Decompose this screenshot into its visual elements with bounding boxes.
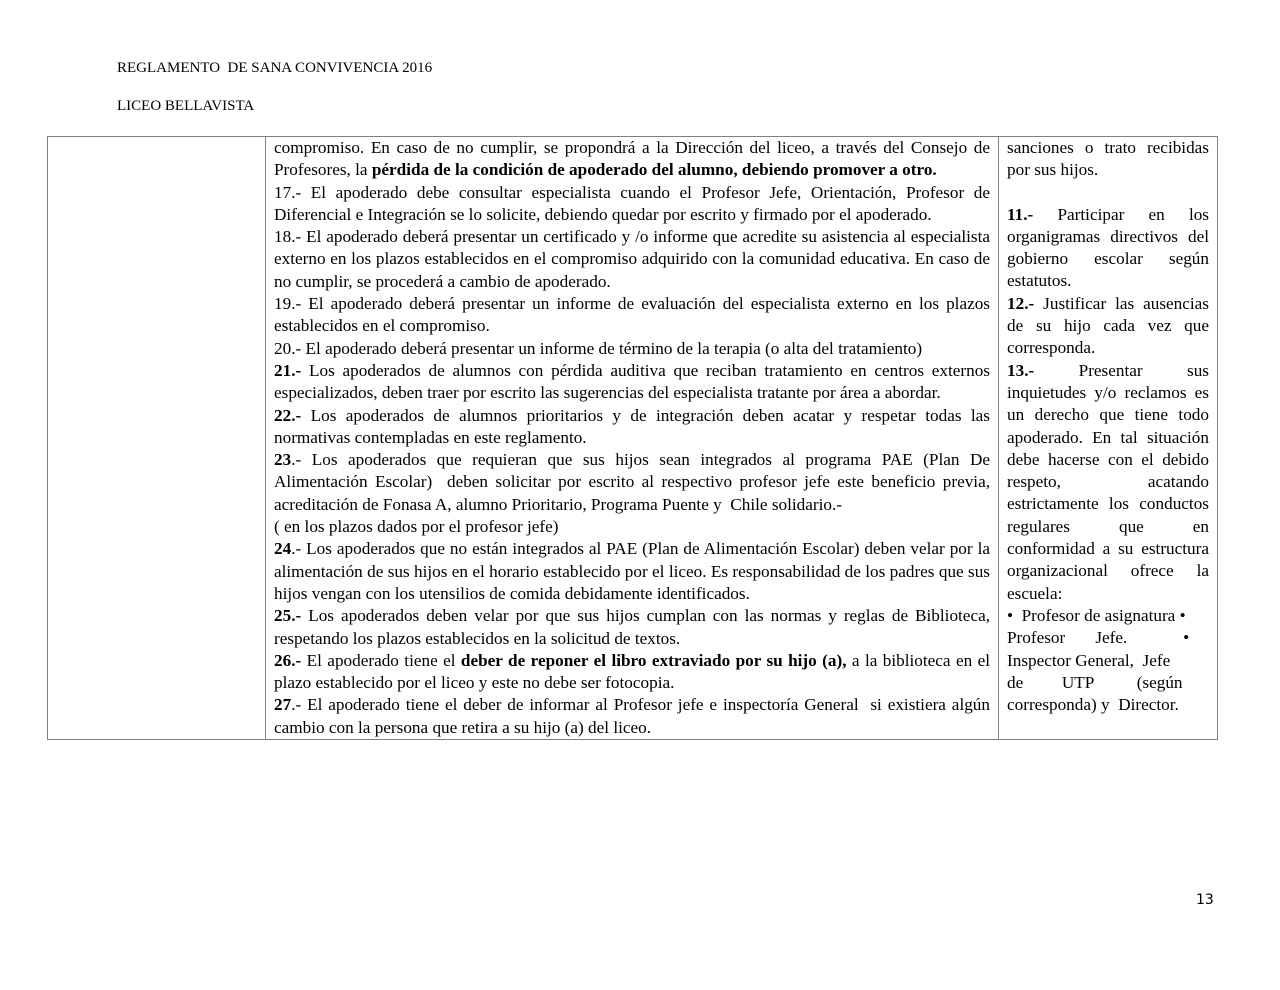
item-number: 11.- [1007,204,1034,224]
right-continuation: sanciones o trato recibidas por sus hijos. [1007,138,1209,180]
paragraph-20: 20.- El apoderado deberá presentar un informe de término de la terapia (o alta del tratamiento) [274,338,923,358]
paragraph-25 [274,605,999,650]
right-12 [1007,293,1209,360]
right-13 [1007,360,1209,605]
empty-category-cell [48,137,266,740]
paragraph-23 [274,449,995,516]
right-11 [1007,204,1209,293]
bold-text: deber de reponer el libro extraviado por su hijo (a), [460,650,847,670]
text-span: Los apoderados de alumnos prioritarios y de integración deben acatar y respetar todas las normativas contempladas en este reglamento. [274,405,990,447]
paragraph-22 [274,405,990,450]
text-span: .- Los apoderados que no están integrados al PAE (Plan de Alimentación Escolar) deben velar por la alimentación de sus hijos en el horario establecido por el liceo. Es responsabilidad de los padres que sus hijos vengan con los utensilios de comida debidamente identificados. [274,539,990,603]
paragraph-23-note: ( en los plazos dados por el profesor jefe) [274,517,559,537]
text-span: Los apoderados deben velar por que sus hijos cumplan con las normas y reglas de Biblioteca, respetando los plazos establecidos en la solicitud de textos. [274,606,999,648]
obligations-cell [266,137,999,740]
paragraph-continuation [274,137,990,182]
item-number: 12.- [1007,293,1035,313]
text-span: .- El apoderado tiene el deber de informar al Profesor jefe e inspectoría General si existiera algún cambio con la persona que retira a su hijo (a) del liceo. [274,695,995,737]
text-span: compromiso. En caso de no cumplir, se propondrá a la Dirección del liceo, a través del Consejo de Profesores, la [274,138,990,180]
paragraph-17: 17.- El apoderado debe consultar especialista cuando el Profesor Jefe, Orientación, Profesor de Diferencial e Integración se lo solicite, debiendo quedar por escrito y firmado por el apoderado. [274,182,990,224]
rights-cell [999,137,1218,740]
regulation-table [47,136,1218,740]
bold-text: pérdida de la condición de apoderado del alumno, debiendo promover a otro. [371,160,937,180]
item-number: 25.- [274,606,302,626]
item-number: 23 [274,450,292,470]
text-span: Presentar sus inquietudes y/o reclamos es un derecho que tiene todo apoderado. En tal situación debe hacerse con el debido respeto, acatando estrictamente los conductos regulares que en conformidad a su estructura organizacional ofrece la escuela: [1007,360,1209,603]
paragraph-27 [274,694,995,739]
item-number: 22.- [274,405,302,425]
paragraph-21 [274,360,990,405]
paragraph-18: 18.- El apoderado deberá presentar un certificado y /o informe que acredite su asistencia al especialista externo en los plazos establecidos en el compromiso adquirido con la comunidad educativa. En caso de no cumplir, se procederá a cambio de apoderado. [274,227,990,291]
item-number: 21.- [274,360,302,380]
right-13-list: • Profesor de asignatura • Profesor Jefe. • Inspector General, Jefe de UTP (según corresponda) y Director. [1007,605,1190,715]
item-number: 13.- [1007,360,1035,380]
item-number: 26.- [274,650,302,670]
paragraph-19: 19.- El apoderado deberá presentar un informe de evaluación del especialista externo en los plazos establecidos en el compromiso. [274,294,990,336]
text-span: El apoderado tiene el [301,650,461,670]
item-number: 24 [274,539,292,559]
text-span: Participar en los organigramas directivos del gobierno escolar según estatutos. [1007,204,1209,291]
item-number: 27 [274,695,292,715]
paragraph-24 [274,538,990,605]
table-row [48,137,1218,740]
paragraph-26 [274,650,990,695]
text-span: a la biblioteca en el plazo establecido por el liceo y este no debe ser fotocopia. [274,650,990,693]
school-name: LICEO BELLAVISTA [117,98,255,114]
text-span: Los apoderados de alumnos con pérdida auditiva que reciban tratamiento en centros externos especializados, deben traer por escrito las sugerencias del especialista tratante por área a abordar. [274,360,990,403]
page-number: 13 [1196,892,1214,908]
text-span: .- Los apoderados que requieran que sus hijos sean integrados al programa PAE (Plan De Alimentación Escolar) deben solicitar por escrito al respectivo profesor jefe este beneficio previa, acreditación de Fonasa A, alumno Prioritario, Programa Puente y Chile solidario.- [274,450,995,514]
document-title: REGLAMENTO DE SANA CONVIVENCIA 2016 [117,60,433,76]
text-span: Justificar las ausencias de su hijo cada vez que corresponda. [1007,293,1209,358]
